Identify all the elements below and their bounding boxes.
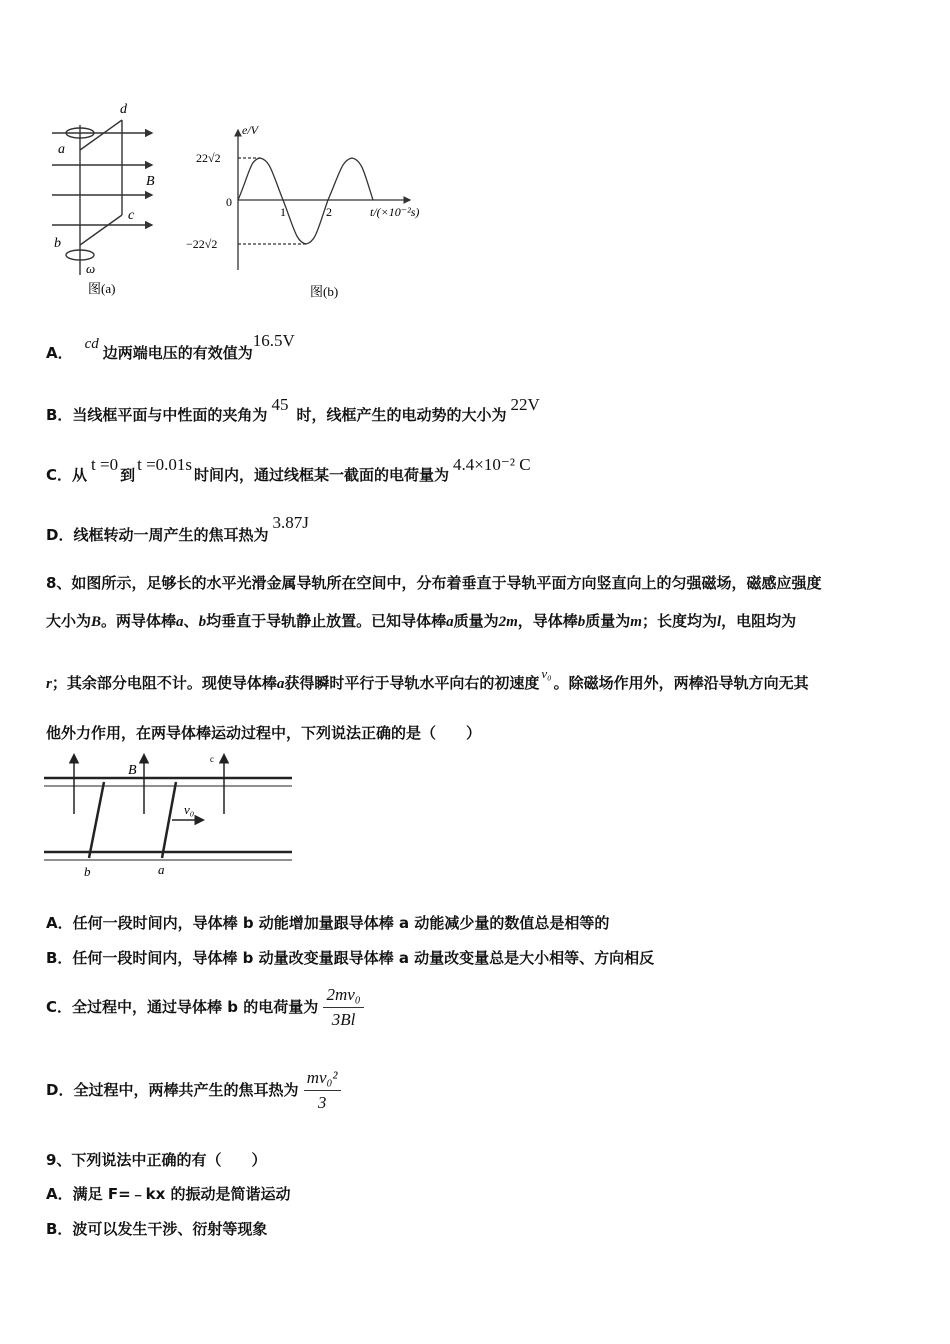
numerator: 2mv₀ bbox=[323, 985, 363, 1008]
var-a: a bbox=[446, 614, 454, 630]
q8-line-3 bbox=[46, 666, 912, 693]
math-value: 16.5V bbox=[252, 331, 295, 350]
origin-label: 0 bbox=[226, 195, 232, 209]
option-text: C．从 bbox=[46, 466, 88, 484]
option-prefix: A． bbox=[46, 344, 73, 362]
text: 均垂直于导轨静止放置。已知导体棒 bbox=[206, 612, 447, 630]
text: 大小为 bbox=[46, 612, 92, 630]
q7-option-c bbox=[46, 455, 531, 485]
text: 。除磁场作用外，两棒沿导轨方向无其 bbox=[553, 674, 809, 692]
text: ；长度均为 bbox=[641, 612, 717, 630]
rails-label-B: B bbox=[128, 763, 137, 778]
var-b: b bbox=[577, 614, 586, 630]
option-text: D．线框转动一周产生的焦耳热为 bbox=[46, 526, 269, 544]
math-angle: 45 bbox=[271, 395, 289, 414]
option-text: B．当线框平面与中性面的夹角为 bbox=[46, 406, 268, 424]
q8-option-c bbox=[46, 985, 364, 1030]
q8-option-d bbox=[46, 1068, 341, 1113]
figure-b-waveform bbox=[180, 120, 450, 305]
rails-label-a: a bbox=[158, 862, 165, 877]
label-B: B bbox=[146, 174, 155, 189]
text: ，电阻均为 bbox=[721, 612, 797, 630]
label-b: b bbox=[54, 236, 61, 251]
fraction-charge bbox=[323, 985, 363, 1030]
tick-2: 2 bbox=[326, 205, 332, 219]
text: 、 bbox=[183, 612, 199, 630]
caption-a: 图(a) bbox=[88, 281, 116, 296]
rails-label-small: c bbox=[210, 754, 214, 764]
var-l: l bbox=[716, 614, 722, 630]
label-c: c bbox=[128, 208, 135, 223]
tick-1: 1 bbox=[280, 205, 286, 219]
var-b: b bbox=[198, 614, 207, 630]
math-t1: t =0.01s bbox=[137, 455, 193, 474]
text: 获得瞬时平行于导轨水平向右的初速度 bbox=[284, 674, 540, 692]
math-cd: cd bbox=[84, 336, 99, 352]
var-a: a bbox=[276, 676, 285, 692]
rails-label-b: b bbox=[84, 864, 91, 879]
option-text: 边两端电压的有效值为 bbox=[102, 344, 253, 362]
var-a: a bbox=[176, 614, 184, 630]
y-axis-label: e/V bbox=[242, 123, 258, 137]
var-B: B bbox=[91, 614, 102, 630]
math-value: 3.87J bbox=[272, 513, 309, 532]
q9-option-a: A．满足 F=﹣kx 的振动是简谐运动 bbox=[46, 1185, 291, 1203]
var-2m: 2m bbox=[498, 614, 518, 630]
option-text: C．全过程中，通过导体棒 b 的电荷量为 bbox=[46, 998, 319, 1016]
text: ；其余部分电阻不计。现使导体棒 bbox=[51, 674, 277, 692]
q7-option-b bbox=[46, 395, 540, 425]
denominator: 3 bbox=[317, 1093, 327, 1112]
option-text: D．全过程中，两棒共产生的焦耳热为 bbox=[46, 1081, 299, 1099]
figure-rails bbox=[44, 752, 294, 880]
math-t0: t =0 bbox=[91, 455, 119, 474]
y-min-label: −22√2 bbox=[186, 237, 218, 251]
text: 。两导体棒 bbox=[101, 612, 177, 630]
q8-option-a: A．任何一段时间内，导体棒 b 动能增加量跟导体棒 a 动能减少量的数值总是相等的 bbox=[46, 914, 610, 932]
q9-option-b: B．波可以发生干涉、衍射等现象 bbox=[46, 1220, 268, 1238]
q8-line-2 bbox=[46, 610, 912, 631]
numerator: mv₀² bbox=[304, 1068, 341, 1091]
caption-b: 图(b) bbox=[310, 284, 339, 299]
q7-option-d bbox=[46, 513, 309, 545]
option-text: 到 bbox=[120, 466, 136, 484]
math-value: 22V bbox=[510, 395, 540, 414]
q7-option-a bbox=[46, 331, 295, 363]
label-d: d bbox=[120, 102, 127, 117]
label-a: a bbox=[58, 142, 65, 157]
text: 质量为 bbox=[585, 612, 631, 630]
figure-a-coil bbox=[40, 95, 180, 305]
var-v0: v₀ bbox=[541, 666, 552, 681]
x-axis-label: t/(×10⁻²s) bbox=[370, 205, 420, 219]
q8-line-4: 他外力作用，在两导体棒运动过程中，下列说法正确的是（ ） bbox=[46, 724, 482, 742]
rails-label-v0: v₀ bbox=[184, 802, 195, 817]
fraction-heat bbox=[304, 1068, 341, 1113]
text: ，导体棒 bbox=[517, 612, 578, 630]
var-r: r bbox=[46, 676, 52, 692]
label-omega: ω bbox=[86, 261, 96, 276]
q9-stem: 9、下列说法中正确的有（ ） bbox=[46, 1151, 267, 1169]
text: 质量为 bbox=[453, 612, 499, 630]
y-max-label: 22√2 bbox=[196, 151, 221, 165]
var-m: m bbox=[630, 614, 642, 630]
q8-option-b: B．任何一段时间内，导体棒 b 动量改变量跟导体棒 a 动量改变量总是大小相等、方向相反 bbox=[46, 949, 655, 967]
option-text: 时间内，通过线框某一截面的电荷量为 bbox=[194, 466, 450, 484]
q8-line-1: 8、如图所示，足够长的水平光滑金属导轨所在空间中，分布着垂直于导轨平面方向竖直向上的匀强磁场，磁感应强度 bbox=[46, 574, 822, 592]
denominator: 3Bl bbox=[331, 1010, 356, 1029]
option-text: 时，线框产生的电动势的大小为 bbox=[296, 406, 507, 424]
math-value: 4.4×10⁻² C bbox=[453, 455, 531, 474]
